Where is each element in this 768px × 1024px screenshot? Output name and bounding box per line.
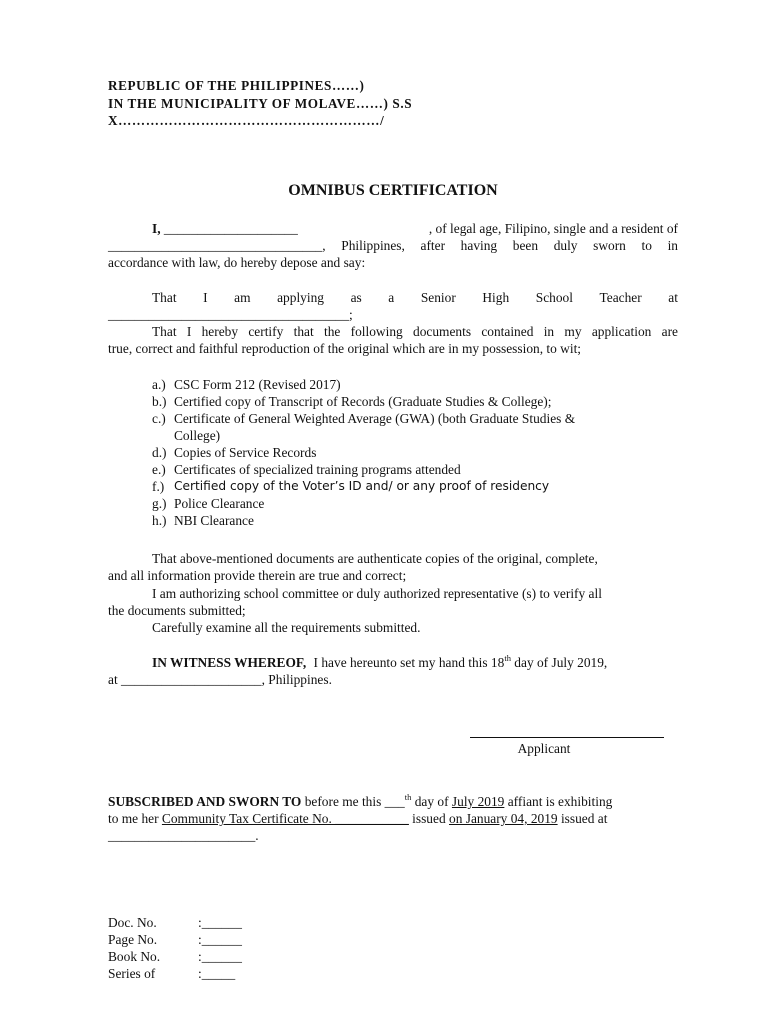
list-item-text: Certified copy of the Voter’s ID and/ or any proof of residency [174,479,550,493]
docket-block [108,914,242,982]
list-item [152,427,575,444]
closing-line-1: That above-mentioned documents are authenticate copies of the original, complete, [152,551,598,566]
witness-text: I have hereunto set my hand this 18 [313,655,505,670]
subscribed-heading: SUBSCRIBED AND SWORN TO [108,794,302,809]
list-marker: a.) [152,377,166,392]
docket-row [108,965,242,982]
docket-label: Book No. [108,949,161,964]
witness-date: day of July 2019, [510,655,608,670]
issued-on-date: on January 04, 2019 [449,811,558,826]
docket-value: :______ [198,915,242,930]
docket-label: Series of [108,966,156,981]
signature-line [470,737,664,738]
docket-label: Page No. [108,932,158,947]
closing-line-4: the documents submitted; [108,603,246,618]
subscribed-line-2-a: to me her [108,811,162,826]
list-marker: h.) [152,513,167,528]
docket-value: :______ [198,932,242,947]
certify-line-2: true, correct and faithful reproduction of the original which are in my possession, to wit; [108,341,582,356]
applying-word: at [668,290,678,305]
closing-line-2: and all information provide therein are true and correct; [108,568,407,583]
docket-value: :_____ [198,966,236,981]
witness-line-2: at _____________________, Philippines. [108,672,332,687]
subscribed-text-a: before me this ___ [301,794,405,809]
subscribed-text-b: day of [411,794,452,809]
list-marker: c.) [152,411,166,426]
subscribed-line-3: ______________________. [108,828,259,843]
list-item-text: Copies of Service Records [174,445,317,460]
witness-day-suffix: th [504,652,511,663]
subscribed-day-suffix: th [404,791,412,802]
list-item [152,444,575,461]
intro-name-blank: ____________________ [160,221,298,236]
subscribed-line-2 [108,810,607,827]
applying-word: School [535,290,573,305]
subscribed-text-c: affiant is exhibiting [504,794,613,809]
list-marker: f.) [152,479,165,494]
docket-label: Doc. No. [108,915,157,930]
list-marker: d.) [152,445,167,460]
witness-heading: IN WITNESS WHEREOF, [152,655,307,670]
list-marker: b.) [152,394,167,409]
applying-word: High [482,290,510,305]
list-marker [152,427,174,444]
list-item-text: Police Clearance [174,496,265,511]
intro-line-1 [152,220,678,237]
header-separator: X…………………………………………………/ [108,113,385,128]
subscribed-line-2-b: issued [408,811,449,826]
header-municipality: IN THE MUNICIPALITY OF MOLAVE……) S.S [108,96,413,111]
docket-row [108,914,242,931]
intro-line-1-rest: , of legal age, Filipino, single and a resident of [428,221,678,236]
applying-line-1 [152,289,678,306]
header-republic: REPUBLIC OF THE PHILIPPINES……) [108,78,365,93]
list-item [152,461,575,478]
list-item [152,393,575,410]
applying-word: am [234,290,251,305]
list-item [152,410,575,427]
list-item-text: College) [174,428,221,443]
docket-value: :______ [198,949,242,964]
list-item [152,478,575,495]
closing-line-5: Carefully examine all the requirements submitted. [152,620,421,635]
applying-word: as [350,290,362,305]
subscribed-line-1 [108,793,612,810]
applying-word: applying [277,290,324,305]
applying-line-2: ____________________________________; [108,307,353,322]
intro-pronoun: I, [152,221,161,236]
applying-word: Teacher [599,290,642,305]
list-item-text: NBI Clearance [174,513,254,528]
list-marker: g.) [152,496,167,511]
docket-row [108,948,242,965]
list-item [152,495,575,512]
document-title: OMNIBUS CERTIFICATION [288,182,498,199]
list-item-text: CSC Form 212 (Revised 2017) [174,377,341,392]
community-tax-certificate: Community Tax Certificate No. ___________ [161,811,409,826]
list-item-text: Certificates of specialized training programs attended [174,462,461,477]
closing-line-3: I am authorizing school committee or duly authorized representative (s) to verify all [152,586,602,601]
applying-word: That [152,290,177,305]
applying-word: a [388,290,395,305]
subscribed-date: July 2019 [451,794,505,809]
certify-line-1: That I hereby certify that the following documents contained in my application are [152,324,678,339]
applicant-label: Applicant [517,741,571,756]
witness-line-1 [152,654,607,671]
intro-line-2: ________________________________, Philippines, after having been duly sworn to in [108,238,678,253]
list-marker: e.) [152,462,166,477]
list-item-text: Certified copy of Transcript of Records (Graduate Studies & College); [174,394,552,409]
applying-word: Senior [420,290,456,305]
list-item [152,376,575,393]
list-item-text: Certificate of General Weighted Average (GWA) (both Graduate Studies & [174,411,576,426]
subscribed-line-2-c: issued at [557,811,608,826]
applying-word: I [203,290,208,305]
document-list [152,376,575,529]
list-item [152,512,575,529]
intro-line-3: accordance with law, do hereby depose and say: [108,255,366,270]
docket-row [108,931,242,948]
